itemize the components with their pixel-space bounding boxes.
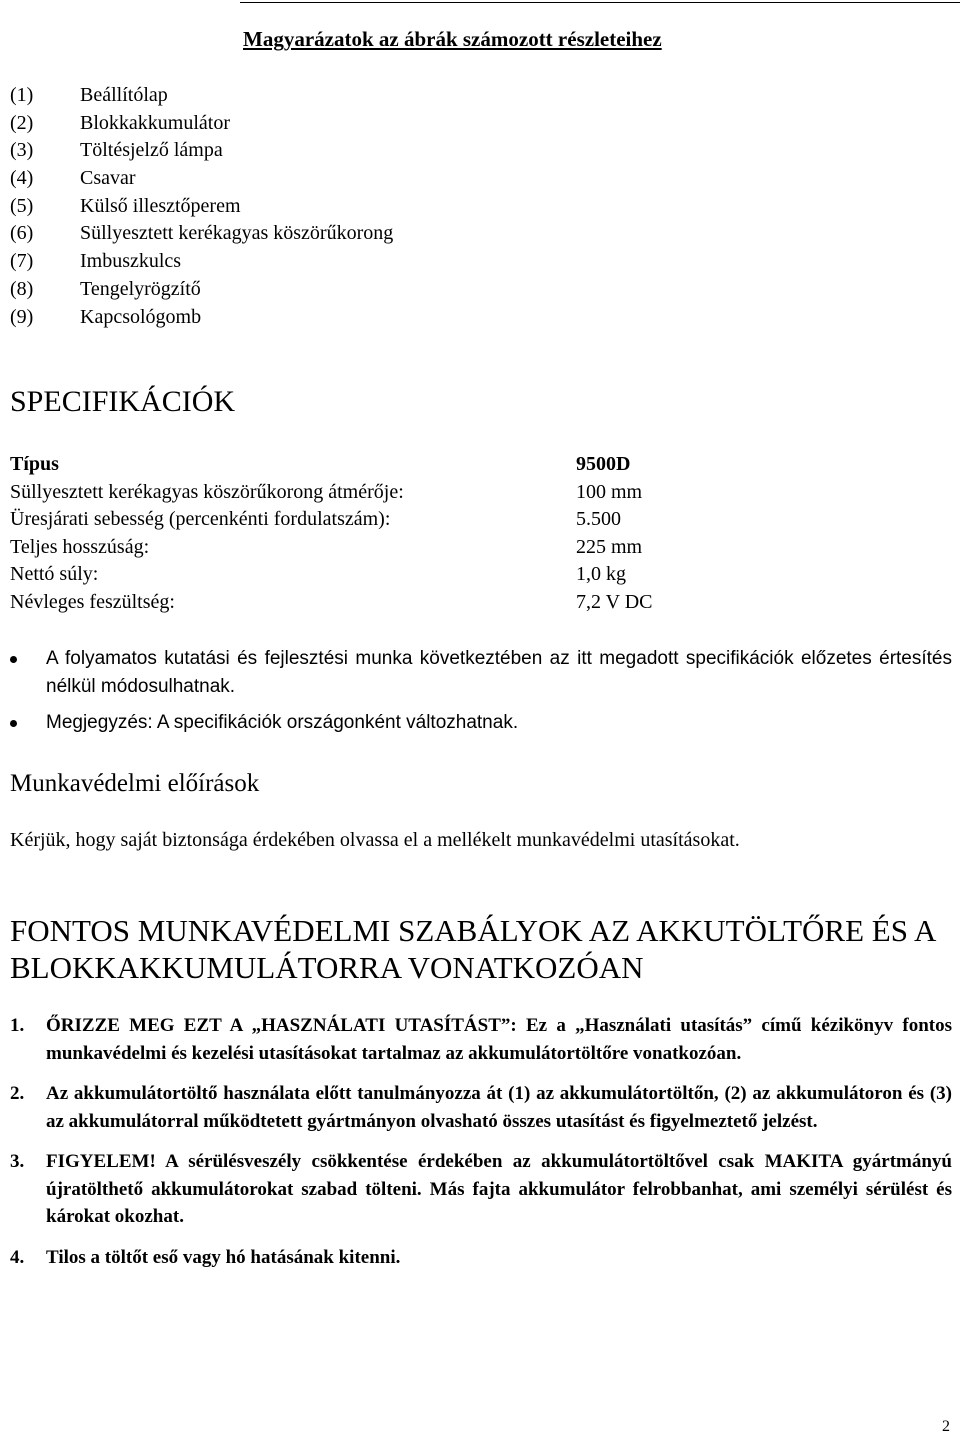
- spec-notes: [10, 645, 952, 746]
- part-item: [10, 248, 610, 276]
- spec-row: [10, 534, 910, 562]
- part-item: [10, 276, 610, 304]
- part-item: [10, 82, 610, 110]
- part-item: [10, 304, 610, 332]
- part-label: Kapcsológomb: [80, 305, 202, 328]
- safety-intro: Kérjük, hogy saját biztonsága érdekében olvassa el a mellékelt munkavédelmi utasításokat.: [10, 829, 740, 851]
- spec-value: 5.500: [576, 508, 621, 531]
- spec-label: Teljes hosszúság:: [10, 535, 150, 558]
- rule-text: Az akkumulátortöltő használata előtt tanulmányozza át (1) az akkumulátortöltőn, (2) az akkumulátoron és (3) az akkumulátorral működtetett gyártmányon olvasható összes utasítást és figyelmeztető jelzést.: [46, 1083, 952, 1132]
- part-label: Süllyesztett kerékagyas köszörűkorong: [80, 222, 394, 245]
- spec-label: Névleges feszültség:: [10, 590, 175, 613]
- part-item: [10, 220, 610, 248]
- spec-row: [10, 506, 910, 534]
- part-label: Töltésjelző lámpa: [80, 139, 223, 162]
- spec-value: 7,2 V DC: [576, 590, 653, 613]
- part-number: (4): [10, 167, 34, 190]
- page-number: 2: [942, 1418, 950, 1435]
- part-item: [10, 165, 610, 193]
- rule-item: [10, 1244, 952, 1272]
- part-label: Imbuszkulcs: [80, 250, 182, 273]
- rule-number: 4.: [10, 1246, 25, 1268]
- note-text: Megjegyzés: A specifikációk országonként változhatnak.: [46, 712, 519, 733]
- parts-list: [10, 82, 610, 331]
- rule-number: 2.: [10, 1083, 25, 1104]
- spec-value: 1,0 kg: [576, 563, 626, 586]
- part-number: (1): [10, 84, 34, 106]
- part-label: Külső illesztőperem: [80, 194, 241, 217]
- spec-label: Nettó súly:: [10, 563, 99, 586]
- rule-number: 1.: [10, 1015, 25, 1036]
- specifications-title: SPECIFIKÁCIÓK: [10, 385, 236, 418]
- rules-list: [10, 1012, 952, 1284]
- bullet-icon: [10, 720, 17, 727]
- part-item: [10, 137, 610, 165]
- part-label: Csavar: [80, 167, 136, 190]
- rule-item: [10, 1148, 952, 1231]
- spec-value: 9500D: [576, 453, 631, 475]
- rule-text: Tilos a töltőt eső vagy hó hatásának kitenni.: [46, 1246, 401, 1268]
- rule-number: 3.: [10, 1151, 25, 1172]
- spec-row: [10, 451, 910, 479]
- part-number: (5): [10, 194, 34, 217]
- part-number: (2): [10, 111, 34, 134]
- spec-row: [10, 479, 910, 507]
- part-number: (3): [10, 139, 34, 162]
- part-item: [10, 193, 610, 221]
- part-number: (7): [10, 250, 34, 273]
- part-number: (9): [10, 305, 34, 328]
- page-header-title: Magyarázatok az ábrák számozott részleteihez: [243, 27, 662, 51]
- specifications-table: [10, 451, 910, 617]
- spec-value: 225 mm: [576, 535, 643, 558]
- note-item: [10, 709, 952, 737]
- spec-row: [10, 561, 910, 589]
- part-label: Tengelyrögzítő: [80, 277, 201, 300]
- note-text: A folyamatos kutatási és fejlesztési munka következtében az itt megadott specifikációk előzetes értesítés nélkül módosulhatnak.: [46, 648, 952, 697]
- spec-value: 100 mm: [576, 480, 643, 503]
- header-rule: [240, 2, 960, 3]
- part-label: Beállítólap: [80, 84, 168, 106]
- rule-text: FIGYELEM! A sérülésveszély csökkentése érdekében az akkumulátortöltővel csak MAKITA gyártmányú újratölthető akkumulátorokat szabad tölteni. Más fajta akkumulátor felrobbanhat, ami személyi sérülést és károkat okozhat.: [46, 1151, 952, 1227]
- bullet-icon: [10, 656, 17, 663]
- rules-title: FONTOS MUNKAVÉDELMI SZABÁLYOK AZ AKKUTÖLTŐRE ÉS A BLOKKAKKUMULÁTORRA VONATKOZÓAN: [10, 913, 935, 985]
- spec-label: Üresjárati sebesség (percenkénti fordulatszám):: [10, 508, 391, 531]
- rule-text: ŐRIZZE MEG EZT A „HASZNÁLATI UTASÍTÁST”: Ez a „Használati utasítás” című kézikönyv fontos munkavédelmi és kezelési utasításokat tartalmaz az akkumulátortöltőre vonatkozóan.: [46, 1015, 952, 1064]
- rule-item: [10, 1012, 952, 1067]
- part-number: (6): [10, 222, 34, 245]
- part-number: (8): [10, 277, 34, 300]
- safety-title: Munkavédelmi előírások: [10, 770, 260, 797]
- spec-label: Süllyesztett kerékagyas köszörűkorong átmérője:: [10, 480, 404, 503]
- part-label: Blokkakkumulátor: [80, 111, 230, 134]
- spec-row: [10, 589, 910, 617]
- spec-label: Típus: [10, 453, 59, 475]
- note-item: [10, 645, 952, 700]
- part-item: [10, 110, 610, 138]
- rule-item: [10, 1080, 952, 1135]
